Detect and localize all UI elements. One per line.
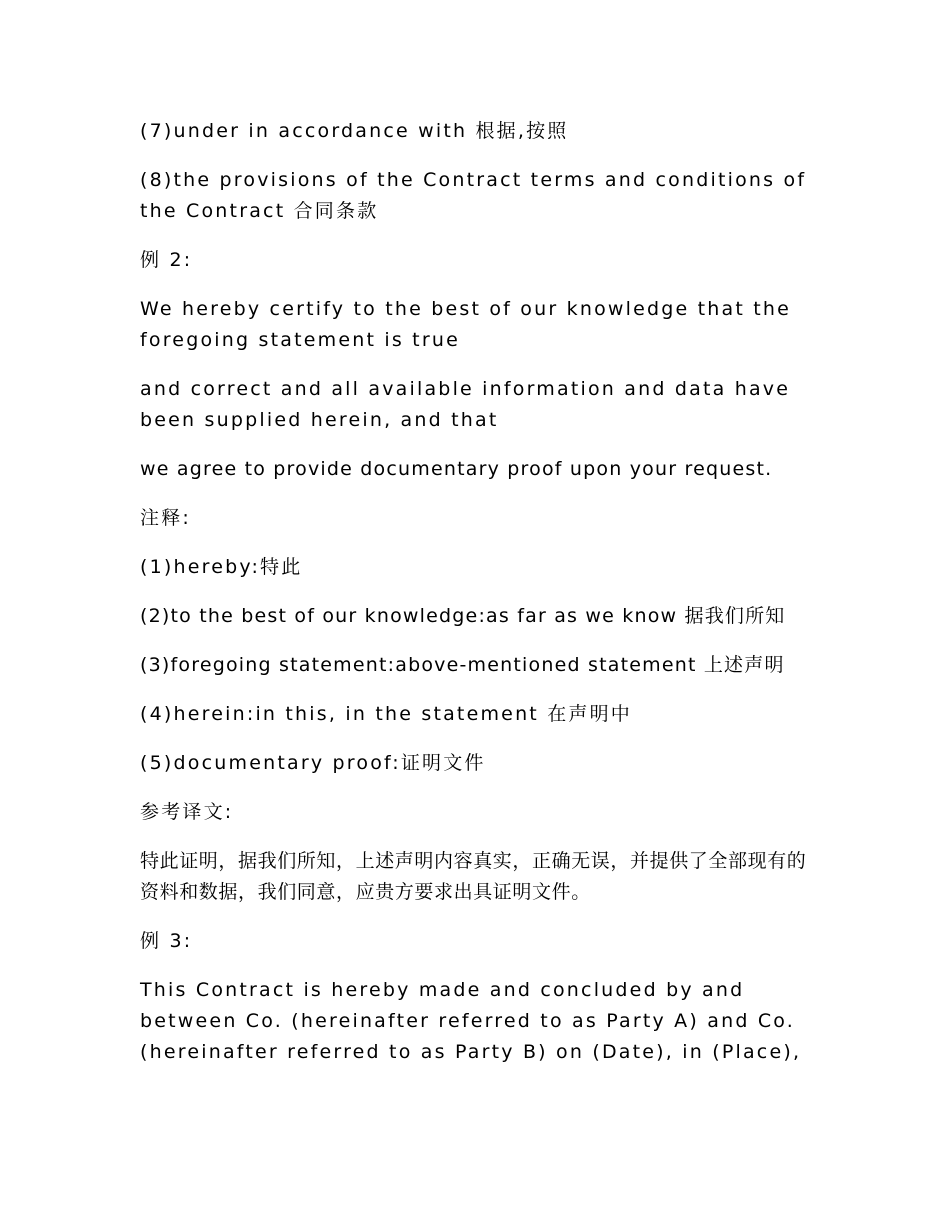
example-3-text: This Contract is hereby made and concluded by and between Co. (hereinafter referred to as Party A) and Co. (hereinafter referred to as Party B) on (Date), in (Place), [140, 979, 802, 1063]
note-item-3: (3)foregoing statement:above-mentioned statement 上述声明 [140, 654, 785, 676]
glossary-item-8: (8)the provisions of the Contract terms and conditions of the Contract 合同条款 [140, 169, 807, 222]
example-2-heading: 例 2: [140, 249, 193, 271]
example-2-text-line-3: we agree to provide documentary proof upon your request. [140, 458, 773, 480]
example-2-text-line-2: and correct and all available information and data have been supplied herein, and that [140, 378, 791, 431]
reference-translation-heading: 参考译文: [140, 801, 234, 823]
notes-heading: 注释: [140, 507, 192, 529]
example-3-heading: 例 3: [140, 930, 193, 952]
note-item-1: (1)hereby:特此 [140, 556, 303, 578]
document-body [140, 116, 820, 1086]
reference-translation-text: 特此证明，据我们所知，上述声明内容真实，正确无误，并提供了全部现有的资料和数据，我们同意，应贵方要求出具证明文件。 [140, 850, 807, 903]
glossary-item-7: (7)under in accordance with 根据,按照 [140, 120, 569, 142]
note-item-5: (5)documentary proof:证明文件 [140, 752, 486, 774]
note-item-2: (2)to the best of our knowledge:as far as we know 据我们所知 [140, 605, 786, 627]
note-item-4: (4)herein:in this, in the statement 在声明中 [140, 703, 633, 725]
example-2-text-line-1: We hereby certify to the best of our knowledge that the foregoing statement is true [140, 298, 792, 351]
